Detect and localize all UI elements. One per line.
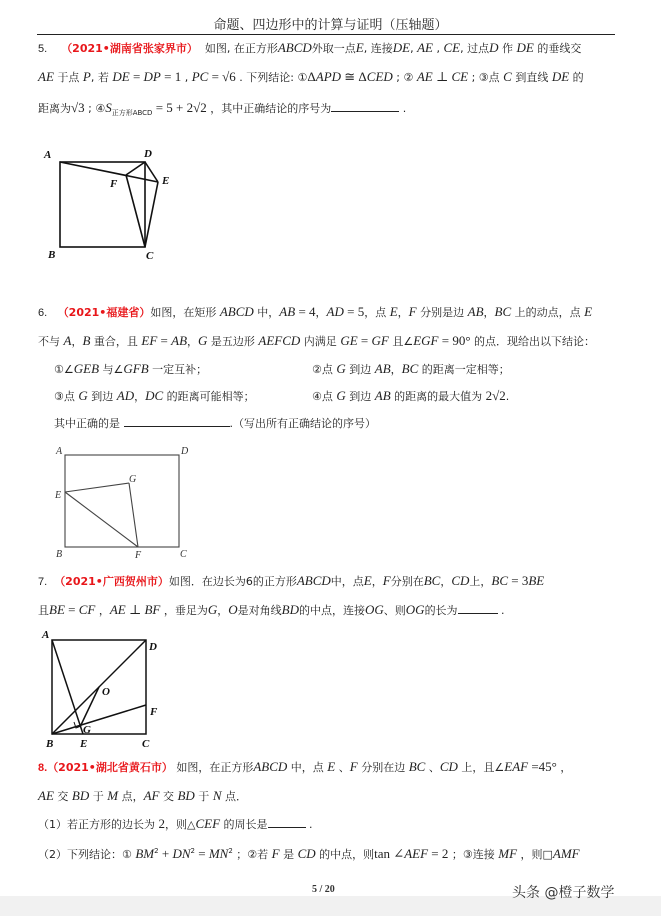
segment-eg <box>65 483 129 492</box>
segment-df <box>126 162 145 175</box>
segment-ec <box>145 182 158 247</box>
problem-5-line-2: AE 于点 P, 若 DE = DP = 1 , PC = √6 . 下列结论: ①ΔAPD ≅ ΔCED ; ② AE ⊥ CE ; ③点 C 到直线 DE 的 <box>38 69 584 84</box>
segment-gf <box>129 483 138 547</box>
label-f: F <box>135 550 142 561</box>
rectangle-abcd <box>65 455 179 547</box>
page-number: 5 / 20 <box>312 884 335 895</box>
problem-5-figure <box>30 140 180 270</box>
conclusion-3: ③点 G 到边 AD，DC 的距离可能相等； <box>54 388 255 403</box>
problem-8-part-2: （2）下列结论：① $BM^2 + DN^2 = MN^2$ ；②若 F 是 CD 的中点，则tan ∠AEF = 2 ；③连接 MF ，则□AMF <box>38 846 580 861</box>
label-e: E <box>162 175 170 187</box>
problem-8-part-1: （1）若正方形的边长为 2，则△CEF 的周长是 . <box>38 816 313 831</box>
label-f: F <box>150 706 158 718</box>
segment-ae <box>52 640 83 734</box>
label-d: D <box>181 446 189 457</box>
problem-source: （2021•湖南省张家界市） <box>61 42 198 55</box>
answer-blank[interactable] <box>458 603 498 614</box>
problem-5-text-1: 如图, 在正方形ABCD外取一点E, 连接DE, AE , CE, 过点D 作 DE 的垂线交 <box>204 40 582 55</box>
problem-6-prompt: 其中正确的是 .（写出所有正确结论的序号） <box>54 417 376 430</box>
problem-7-line-2: 且BE = CF ，AE ⊥ BF ，垂足为G，O是对角线BD的中点，连接OG、则OG的长为 . <box>38 602 505 617</box>
problem-source: 8.（2021•湖北省黄石市） <box>38 761 173 774</box>
label-c: C <box>180 549 187 560</box>
label-b: B <box>46 738 54 750</box>
page-header-title: 命题、四边形中的计算与证明（压轴题） <box>213 18 448 33</box>
label-o: O <box>102 686 110 698</box>
problem-7-line-1: 7. （2021•广西贺州市）如图．在边长为6的正方形ABCD中，点E，F分别在BC，CD上，BC = 3BE <box>38 573 545 588</box>
problem-number: 7. <box>38 576 48 588</box>
conclusion-2: ②点 G 到边 AB，BC 的距离一定相等； <box>312 361 510 376</box>
label-f: F <box>110 178 118 190</box>
answer-blank[interactable] <box>124 416 230 427</box>
label-g: G <box>83 724 91 736</box>
header-divider <box>37 34 615 35</box>
label-d: D <box>149 641 157 653</box>
problem-5-line-3: 距离为√3 ; $④S_{正方形ABCD} = 5 + 2√2$ ，其中正确结论的序号为 . <box>38 100 407 117</box>
segment-fc <box>126 175 145 247</box>
label-b: B <box>48 249 56 261</box>
problem-source: （2021•广西贺州市） <box>54 575 169 588</box>
problem-8-line-1: 8.（2021•湖北省黄石市） 如图，在正方形ABCD 中，点 E 、F 分别在边 BC 、CD 上，且∠EAF =45° ， <box>38 759 572 774</box>
label-b: B <box>56 549 63 560</box>
problem-7-figure <box>30 625 170 755</box>
problem-6-line-2: 不与 A，B 重合，且 EF = AB，G 是五边形 AEFCD 内满足 GE = GF 且∠EGF = 90° 的点．现给出以下结论： <box>38 333 596 348</box>
problem-8-line-2: AE 交 BD 于 M 点，AF 交 BD 于 N 点． <box>38 788 247 803</box>
label-a: A <box>56 446 63 457</box>
conclusion-1: ①∠GEB 与∠GFB 一定互补； <box>54 361 208 376</box>
segment-ef <box>65 492 138 547</box>
label-c: C <box>146 250 154 262</box>
square-abcd <box>60 162 145 247</box>
label-a: A <box>44 149 52 161</box>
label-e: E <box>80 738 88 750</box>
problem-6-line-1: 6. （2021•福建省）如图，在矩形 ABCD 中，AB = 4，AD = 5，点 E，F 分别是边 AB，BC 上的动点，点 E <box>38 304 593 319</box>
label-g: G <box>129 474 137 485</box>
problem-6-figure <box>50 442 200 562</box>
problem-5-line-1 <box>38 40 581 56</box>
label-a: A <box>42 629 50 641</box>
label-c: C <box>142 738 150 750</box>
segment-ae <box>60 162 158 182</box>
label-e: E <box>55 490 62 501</box>
conclusion-4: ④点 G 到边 AB 的距离的最大值为 2√2. <box>312 388 510 403</box>
label-d: D <box>144 148 152 160</box>
answer-blank[interactable] <box>268 817 306 828</box>
watermark: 头条 @橙子数学 <box>512 885 615 901</box>
problem-number: 6. <box>38 307 48 319</box>
problem-number: 5. <box>38 43 48 55</box>
problem-source: （2021•福建省） <box>57 306 151 319</box>
answer-blank[interactable] <box>331 101 399 112</box>
